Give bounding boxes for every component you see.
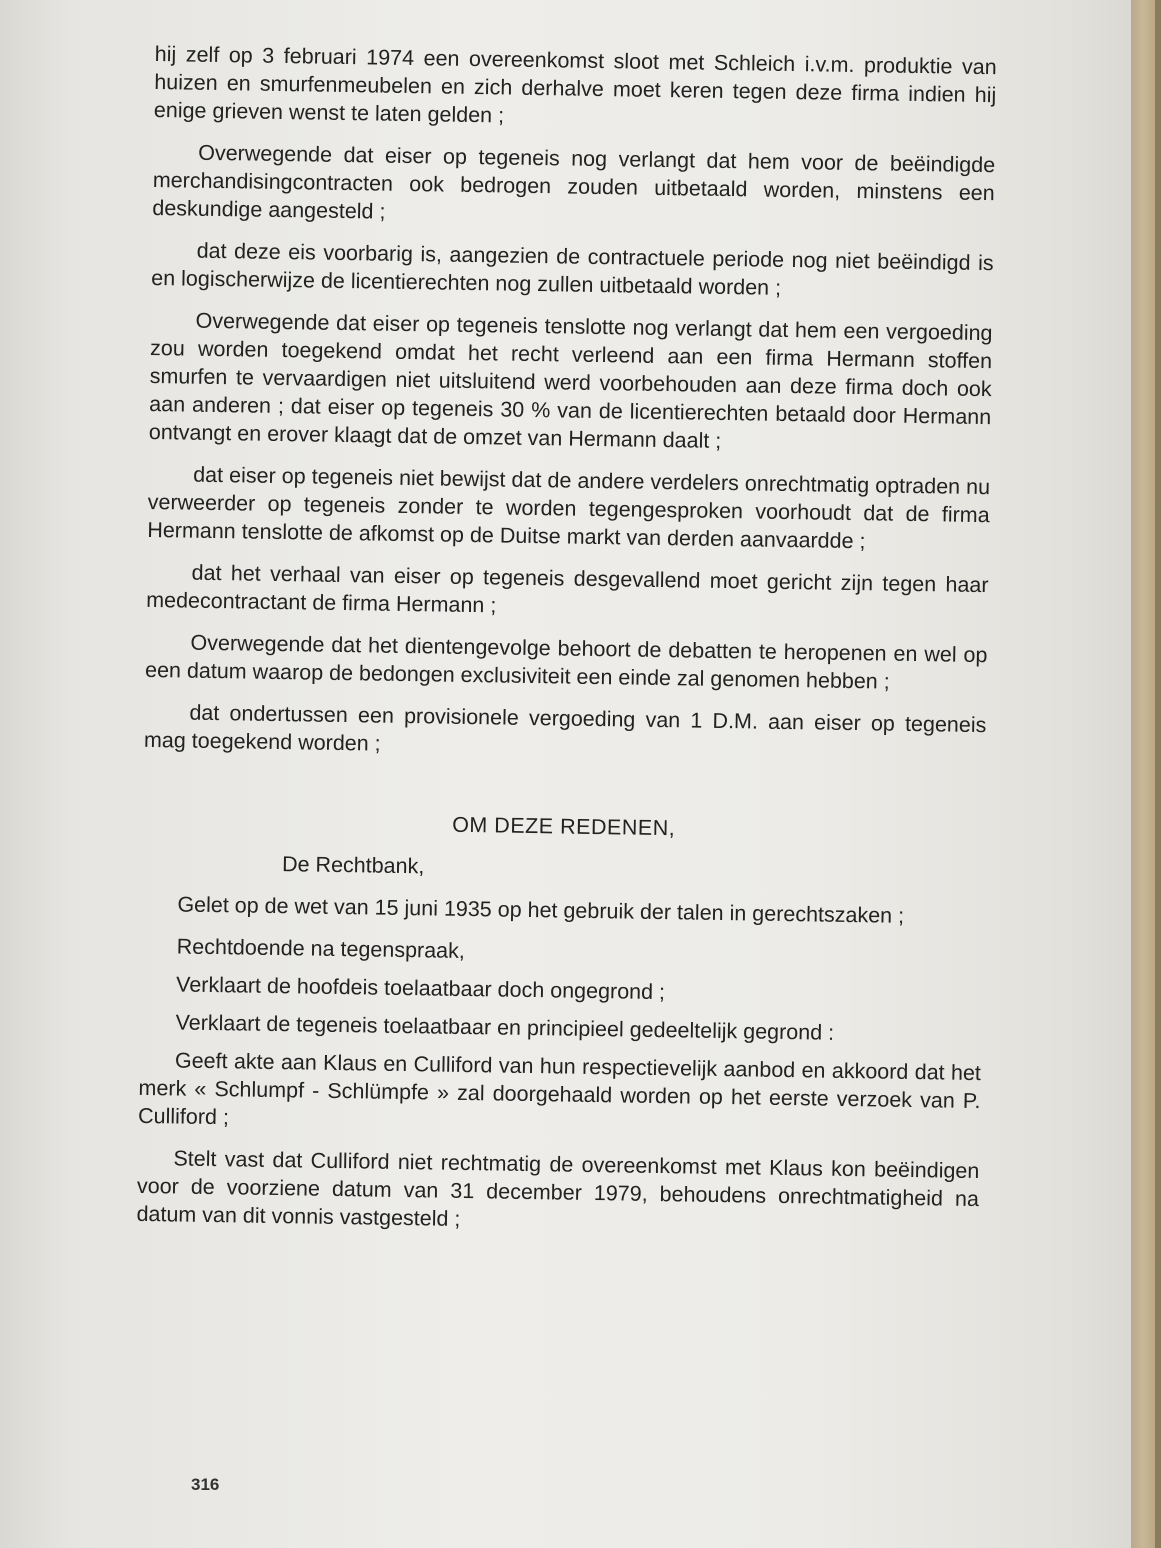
paragraph-8: dat ondertussen een provisionele vergoeding van 1 D.M. aan eiser op tegeneis mag toegekend worden ;: [143, 700, 987, 756]
decision-6: Stelt vast dat Culliford niet rechtmatig de overeenkomst met Klaus kon beëindigen voor de voorziene datum van 31 december 1979, behoudens onrechtmatigheid na datum van dit vonnis vastgesteld ;: [136, 1146, 980, 1231]
paragraph-3: dat deze eis voorbarig is, aangezien de contractuele periode nog niet beëindigd is en logischerwijze de licentierechten nog zullen uitbetaald worden ;: [151, 238, 994, 300]
paragraph-7: Overwegende dat het dientengevolge behoort de debatten te heropenen en wel op een datum waarop de bedongen exclusiviteit een einde zal genomen hebben ;: [144, 630, 988, 694]
decision-2: Rechtdoende na tegenspraak,: [176, 934, 465, 963]
court-label: De Rechtbank,: [281, 852, 425, 879]
paragraph-4: Overwegende dat eiser op tegeneis tenslotte nog verlangt dat hem een vergoeding zou worden toegekend omdat het recht verleend aan een firma Hermann stoffen smurfen te vervaardigen niet uitsluitend werd voorbehouden aan deze firma doch ook aan anderen ; dat eiser op tegeneis 30 % van de licentierechten betaald door Hermann ontvangt en erover klaagt dat de omzet van Hermann daalt ;: [148, 308, 993, 453]
page-number: 316: [191, 1475, 220, 1494]
section-heading: OM DEZE REDENEN,: [452, 812, 676, 841]
book-edge: [1155, 0, 1161, 1548]
decision-1: Gelet op de wet van 15 juni 1935 op het gebruik der talen in gerechtszaken ;: [177, 892, 905, 928]
paragraph-5: dat eiser op tegeneis niet bewijst dat de andere verdelers onrechtmatig optraden nu verweerder op tegeneis zonder te worden tegengesproken voorhoudt dat de firma Hermann tenslotte de afkomst op de Duitse markt van derden aanvaardde ;: [147, 462, 991, 554]
paragraph-1: hij zelf op 3 februari 1974 een overeenkomst sloot met Schleich i.v.m. produktie van huizen en smurfenmeubelen en zich derhalve moet keren tegen deze firma indien hij enige grieven wenst te laten gelden ;: [153, 41, 997, 128]
paragraph-6: dat het verhaal van eiser op tegeneis desgevallend moet gericht zijn tegen haar medecontractant de firma Hermann ;: [146, 560, 989, 618]
decision-3: Verklaart de hoofdeis toelaatbaar doch ongegrond ;: [175, 972, 666, 1005]
decision-4: Verklaart de tegeneis toelaatbaar en principieel gedeeltelijk gegrond :: [175, 1010, 835, 1045]
paragraph-2: Overwegende dat eiser op tegeneis nog verlangt dat hem voor de beëindigde merchandisingcontracten ook bedrogen zouden uitbetaald worden, minstens een deskundige aangesteld ;: [152, 140, 996, 224]
decision-5: Geeft akte aan Klaus en Culliford van hun respectievelijk aanbod en akkoord dat het merk « Schlumpf - Schlümpfe » zal doorgehaald worden op het eerste verzoek van P. Culliford ;: [137, 1048, 982, 1130]
page-text-block: [136, 40, 997, 1255]
